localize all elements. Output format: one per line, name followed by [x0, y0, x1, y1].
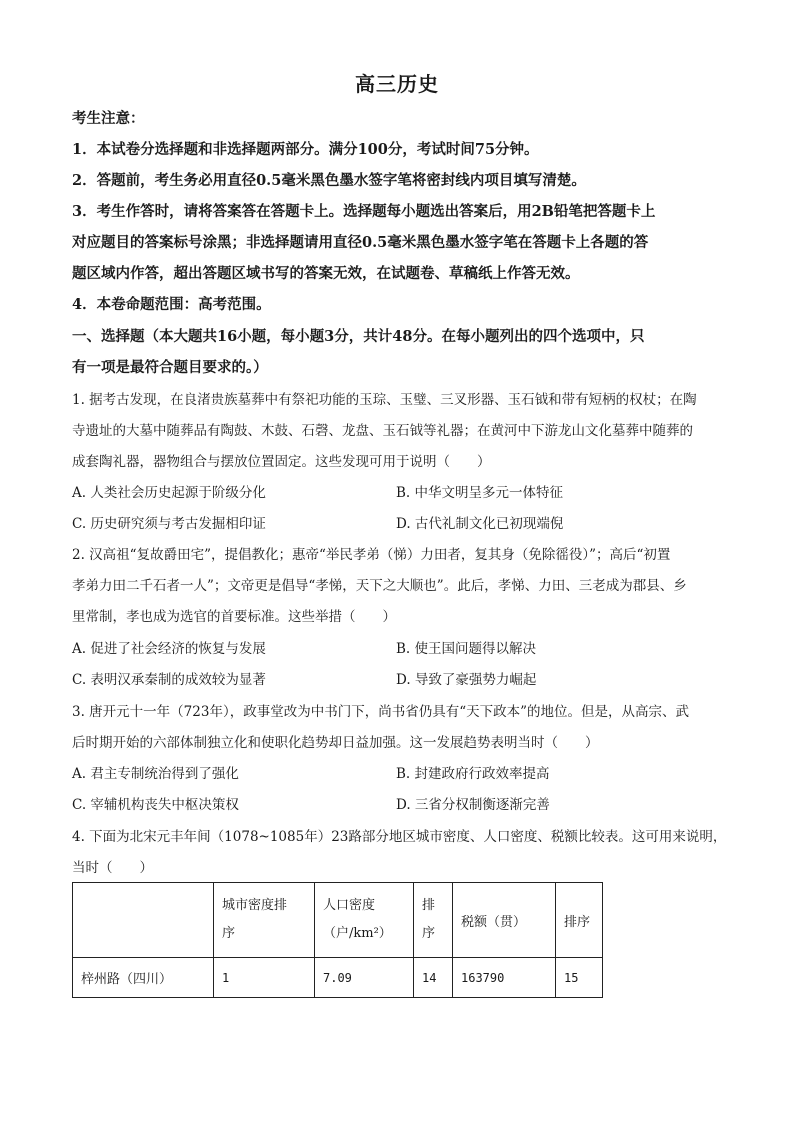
question-1-line-3: 成套陶礼器，器物组合与摆放位置固定。这些发现可用于说明（ ）: [72, 454, 491, 470]
notice-item-2: 2．答题前，考生务必用直径0.5毫米黑色墨水签字笔将密封线内项目填写清楚。: [72, 172, 586, 189]
table-cell: 梓州路（四川）: [73, 958, 214, 998]
table-header-cell: 排序: [556, 883, 603, 958]
table-header-cell: [214, 883, 315, 958]
table-cell: 7.09: [315, 958, 414, 998]
header-text: 序: [222, 926, 236, 941]
notice-heading: 考生注意：: [72, 110, 145, 127]
notice-item-3: 3．考生作答时，请将答案答在答题卡上。选择题每小题选出答案后，用2B铅笔把答题卡上: [72, 203, 656, 220]
notice-item-1: 1．本试卷分选择题和非选择题两部分。满分100分，考试时间75分钟。: [72, 141, 539, 158]
table-header-cell: [315, 883, 414, 958]
notice-item-3-cont1: 对应题目的答案标号涂黑；非选择题请用直径0.5毫米黑色墨水签字笔在答题卡上各题的答: [72, 234, 649, 251]
header-text: 排: [422, 898, 436, 913]
table-header-cell: 税额（贯）: [453, 883, 556, 958]
table-header-row: [73, 883, 603, 958]
question-1-option-b: B. 中华文明呈多元一体特征: [396, 485, 564, 501]
table-row: [73, 958, 603, 998]
header-text: 序: [422, 926, 436, 941]
question-3-option-d: D. 三省分权制衡逐渐完善: [396, 797, 550, 813]
header-text: 城市密度排: [222, 898, 288, 913]
question-2-option-d: D. 导致了豪强势力崛起: [396, 672, 537, 688]
table-header-cell: [414, 883, 453, 958]
question-2-option-a: A. 促进了社会经济的恢复与发展: [72, 641, 266, 657]
question-3-line-1: 3. 唐开元十一年（723年），政事堂改为中书门下，尚书省仍具有“天下政本”的地位。但是，从高宗、武: [72, 704, 689, 720]
question-1-line-2: 寺遗址的大墓中随葬品有陶鼓、木鼓、石磬、龙盘、玉石钺等礼器；在黄河中下游龙山文化墓葬中随葬的: [72, 423, 693, 439]
question-4-line-2: 当时（ ）: [72, 860, 153, 876]
question-2-option-c: C. 表明汉承秦制的成效较为显著: [72, 672, 266, 688]
question-4-line-1: 4. 下面为北宋元丰年间（1078~1085年）23路部分地区城市密度、人口密度、税额比较表。这可用来说明，: [72, 829, 727, 845]
section-heading-cont: 有一项是最符合题目要求的。）: [72, 359, 268, 376]
table-cell: 14: [414, 958, 453, 998]
question-2-option-b: B. 使王国问题得以解决: [396, 641, 537, 657]
table-cell: 15: [556, 958, 603, 998]
notice-item-3-cont2: 题区域内作答，超出答题区域书写的答案无效，在试题卷、草稿纸上作答无效。: [72, 265, 580, 282]
notice-item-4: 4．本卷命题范围：高考范围。: [72, 296, 271, 313]
table-header-cell: [73, 883, 214, 958]
table-cell: 163790: [453, 958, 556, 998]
question-3-option-b: B. 封建政府行政效率提高: [396, 766, 550, 782]
data-table: [72, 882, 603, 998]
question-1-option-a: A. 人类社会历史起源于阶级分化: [72, 485, 266, 501]
question-3-option-c: C. 宰辅机构丧失中枢决策权: [72, 797, 239, 813]
question-2-line-1: 2. 汉高祖“复故爵田宅”，提倡教化；惠帝“举民孝弟（悌）力田者，复其身（免除徭役）”；高后“初置: [72, 547, 671, 563]
question-2-line-2: 孝弟力田二千石者一人”；文帝更是倡导“孝悌，天下之大顺也”。此后，孝悌、力田、三老成为郡县、乡: [72, 578, 687, 594]
question-1-line-1: 1. 据考古发现，在良渚贵族墓葬中有祭祀功能的玉琮、玉璧、三叉形器、玉石钺和带有短柄的权杖；在陶: [72, 392, 697, 408]
question-3-option-a: A. 君主专制统治得到了强化: [72, 766, 239, 782]
section-heading: 一、选择题（本大题共16小题，每小题3分，共计48分。在每小题列出的四个选项中，只: [72, 328, 645, 345]
question-2-line-3: 里常制，孝也成为选官的首要标准。这些举措（ ）: [72, 609, 396, 625]
header-text: （户/km²）: [323, 926, 392, 941]
question-1-option-d: D. 古代礼制文化已初现端倪: [396, 516, 564, 532]
question-1-option-c: C. 历史研究须与考古发掘相印证: [72, 516, 266, 532]
header-text: 人口密度: [323, 898, 376, 913]
question-3-line-2: 后时期开始的六部体制独立化和使职化趋势却日益加强。这一发展趋势表明当时（ ）: [72, 735, 599, 751]
page-title: 高三历史: [355, 72, 439, 96]
table-cell: 1: [214, 958, 315, 998]
